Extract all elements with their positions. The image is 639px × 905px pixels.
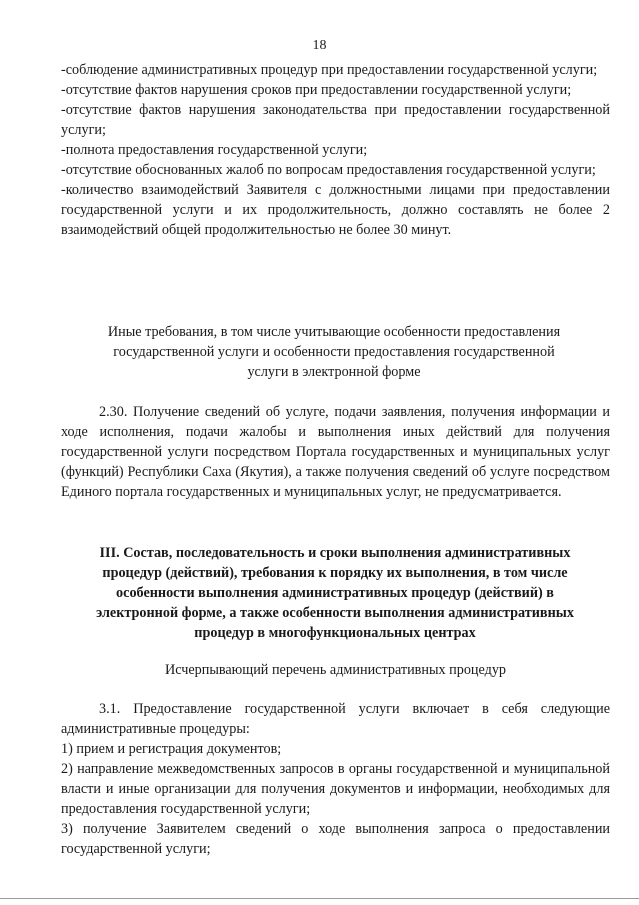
section-3-heading: III. Состав, последовательность и сроки выполнения административных процедур (действий), требования к порядку их выполнения, в том числе особенности выполнения административных процедур (действий) в электронной форме, а также особенности выполнения административных процедур в многофункциональных центрах [96,545,574,641]
list-item: 3) получение Заявителем сведений о ходе выполнения запроса о предоставлении государственной услуги; [61,821,610,857]
list-item: 1) прием и регистрация документов; [61,741,282,757]
list-item: 2) направление межведомственных запросов в органы государственной и муниципальной власти и иные организации для получения документов и информации, необходимых для предоставления государственной услуги; [61,761,610,817]
list-item: -отсутствие фактов нарушения сроков при предоставлении государственной услуги; [61,82,572,98]
other-requirements-heading: Иные требования, в том числе учитывающие особенности предоставления государственной услуги и особенности предоставления государственной услуги в электронной форме [107,324,561,380]
paragraph-2-30: 2.30. Получение сведений об услуге, подачи заявления, получения информации и ходе исполнения, подачи жалобы и выполнения иных действий для получения государственной услуги посредством Портала государственных и муниципальных услуг (функций) Республики Саха (Якутия), а также получения сведений об услуге посредством Единого портала государственных и муниципальных услуг, не предусматривается. [61,404,610,500]
page-number: 18 [312,38,327,53]
list-item: -полнота предоставления государственной услуги; [61,142,368,158]
paragraph-3-1: 3.1. Предоставление государственной услуги включает в себя следующие административные процедуры: 1) прием и регистрация документов; 2) направление межведомственных запросов в органы государственной и муниципальной власти и иные организации для получения документов и информации, необходимых для предоставления государственной услуги; 3) получение Заявителем сведений о ходе выполнения запроса о предоставлении государственной услуги; [61,701,610,857]
list-item: -соблюдение административных процедур при предоставлении государственной услуги; [61,62,598,78]
list-item: -количество взаимодействий Заявителя с должностными лицами при предоставлении государственной услуги и их продолжительность, должно составлять не более 2 взаимодействий общей продолжительностью не более 30 минут. [61,182,610,238]
list-item: -отсутствие обоснованных жалоб по вопросам предоставления государственной услуги; [61,162,596,178]
page-bottom-edge [0,898,639,899]
list-item: -отсутствие фактов нарушения законодательства при предоставлении государственной услуги; [61,102,610,138]
procedures-heading: Исчерпывающий перечень административных процедур [164,662,507,678]
criteria-list [61,60,610,240]
